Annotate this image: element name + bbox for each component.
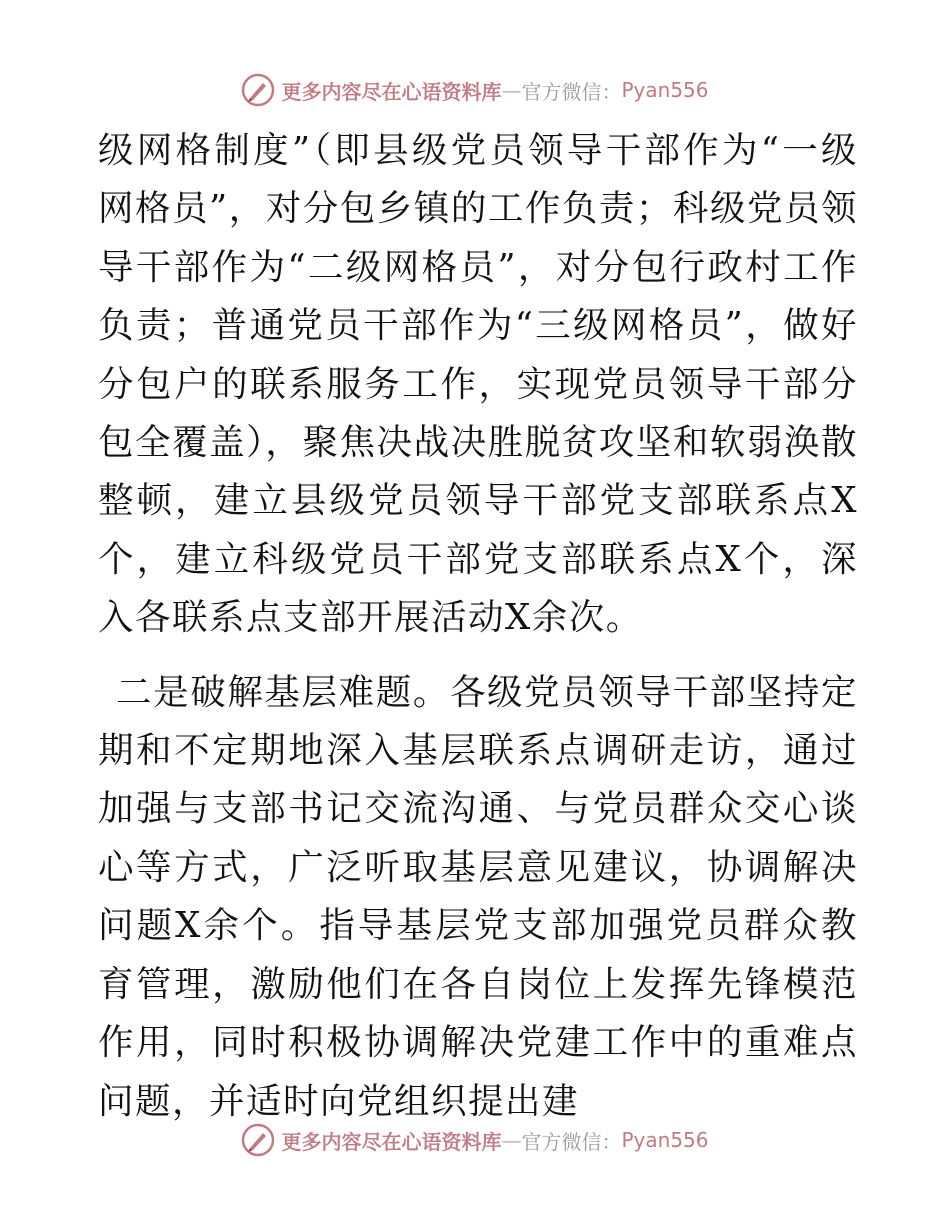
paragraph-2: 二是破解基层难题。各级党员领导干部坚持定期和不定期地深入基层联系点调研走访，通过加强与支部书记交流沟通、与党员群众交心谈心等方式，广泛听取基层意见建议，协调解决问题X余个。指导基层党支部加强党员群众教育管理，激励他们在各自岗位上发挥先锋模范作用，同时积极协调解决党建工作中的重难点问题，并适时向党组织提出建 xyxy=(98,671,858,1122)
document-body xyxy=(98,122,858,1131)
footer-watermark xyxy=(0,1120,950,1160)
watermark-separator: — xyxy=(501,78,522,102)
watermark-wechat-id: Pyan556 xyxy=(621,1128,709,1152)
pen-logo-icon xyxy=(241,1123,275,1157)
watermark-brand: 更多内容尽在心语资料库 xyxy=(281,1129,502,1154)
pen-logo-icon xyxy=(241,73,275,107)
watermark-wechat-id: Pyan556 xyxy=(621,78,709,102)
watermark-official-label: 官方微信： xyxy=(521,1129,622,1154)
paragraph-1: 级网格制度”（即县级党员领导干部作为“一级网格员”，对分包乡镇的工作负责；科级党员领导干部作为“二级网格员”，对分包行政村工作负责；普通党员干部作为“三级网格员”，做好分包户的联系服务工作，实现党员领导干部分包全覆盖），聚焦决战决胜脱贫攻坚和软弱涣散整顿，建立县级党员领导干部党支部联系点X个，建立科级党员干部党支部联系点X个，深入各联系点支部开展活动X余次。 xyxy=(98,130,858,639)
watermark-official-label: 官方微信： xyxy=(521,79,622,104)
watermark-brand: 更多内容尽在心语资料库 xyxy=(281,79,502,104)
watermark-separator: — xyxy=(501,1128,522,1152)
header-watermark xyxy=(0,70,950,110)
